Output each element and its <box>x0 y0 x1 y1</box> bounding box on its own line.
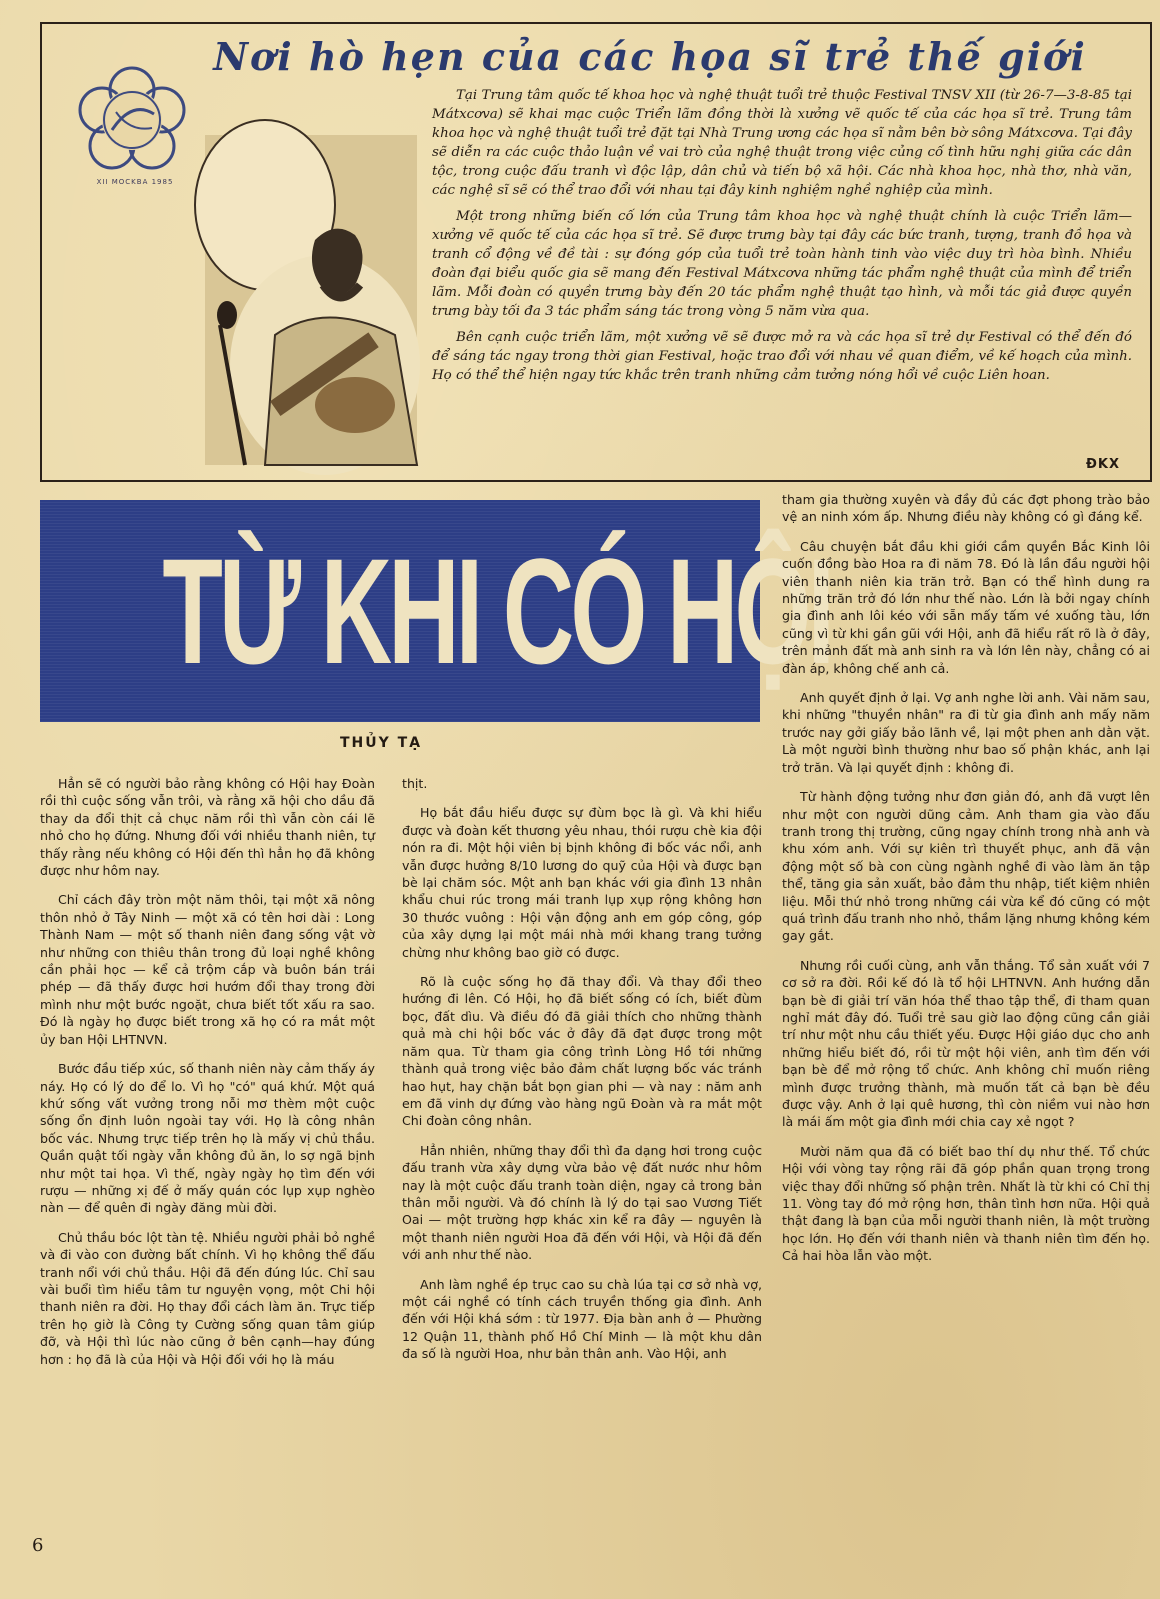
body-paragraph: Chỉ cách đây tròn một năm thôi, tại một xã nông thôn nhỏ ở Tây Ninh — một xã có tên hơi dài : Long Thành Nam — một số thanh niên đang sống vật vờ như những con thiêu thân trong đủ loại nghề không cần phải học — kể cả trộm cắp và buôn bán trái phép — đã thấy được hơi hướm đổi thay trong đời mình như một bước ngoặt, chưa biết tốt xấu ra sao. Đó là ngày họ được biết trong xã họ có ra mắt một ủy ban Hội LHTNVN. <box>40 892 375 1047</box>
body-paragraph: tham gia thường xuyên và đầy đủ các đợt phong trào bảo vệ an ninh xóm ấp. Nhưng điều này không có gì đáng kể. <box>782 492 1150 525</box>
body-paragraph: Rõ là cuộc sống họ đã thay đổi. Và thay đổi theo hướng đi lên. Có Hội, họ đã biết sống có ích, biết đùm bọc, đất dìu. Và điều đó đã giải thích cho những thành quả mà chi hội bốc vác ở đây đã đạt được trong một năm qua. Từ tham gia công trình Lòng Hồ tới những thành quả trong việc bảo đảm chất lượng bốc vác tránh hao hụt, hay chặn bắt bọn gian phi — và nay : năm anh em đã vinh dự đứng vào hàng ngũ Đoàn và ra mắt một Chi đoàn công nhân. <box>402 974 762 1129</box>
page-number: 6 <box>32 1535 44 1556</box>
body-paragraph: Từ hành động tưởng như đơn giản đó, anh đã vượt lên như một con người dũng cảm. Anh tham gia vào đấu tranh trong thị trường, cũng ngay chính trong nhà anh và khu xóm anh. Với sự kiên trì thuyết phục, anh đã vận động một số bà con cùng ngành nghề đi vào làm ăn tập thể, tăng gia sản xuất, bảo đảm thu nhập, tiết kiệm nhiên liệu. Mỗi thứ nhỏ trong những cái vừa kể đó cũng có một quá trình đấu tranh nho nhỏ, thầm lặng nhưng không kém gay gắt. <box>782 789 1150 944</box>
singer-with-guitar-photo <box>205 135 417 465</box>
festival-paragraph: Bên cạnh cuộc triển lãm, một xưởng vẽ sẽ được mở ra và các họa sĩ trẻ dự Festival có thể đến đó để sáng tác ngay trong thời gian Festival, hoặc trao đổi với nhau về quan điểm, về kế hoạch của mình. Họ có thể thể hiện ngay tức khắc trên tranh những cảm tưởng nóng hổi về cuộc Liên hoan. <box>432 330 1132 383</box>
body-paragraph: thịt. <box>402 776 428 791</box>
festival-article-body <box>432 86 1132 446</box>
festival-article-author: ĐKX <box>1086 457 1120 472</box>
festival-article-title: Nơi hò hẹn của các họa sĩ trẻ thế giới <box>213 34 1087 79</box>
body-paragraph: Anh làm nghề ép trục cao su chà lúa tại cơ sở nhà vợ, một cái nghề có tính cách truyền thống gia đình. Anh đến với Hội khá sớm : từ 1977. Địa bàn anh ở — Phường 12 Quận 11, thành phố Hồ Chí Minh — là một khu dân đa số là người Hoa, như bản thân anh. Vào Hội, anh <box>402 1276 762 1362</box>
headline-banner <box>40 500 832 722</box>
body-paragraph: Câu chuyện bắt đầu khi giới cầm quyền Bắc Kinh lôi cuốn đồng bào Hoa ra đi năm 78. Đó là lần đầu người hội viên thanh niên kia trăn trở. Bạn có thể hình dung ra những trăn trở đó lớn như thế nào. Lớn là bởi ngay chính gia đình anh lôi kéo với sẵn mấy tấm vé xuống tàu, lớn cũng vì từ khi gần gũi với Hội, anh đã hiểu rất rõ là ở đây, trên mảnh đất mà anh sinh ra và lớn lên này, chẳng có ai đàn áp, không chế anh cả. <box>782 538 1150 676</box>
festival-paragraph: Một trong những biến cố lớn của Trung tâm khoa học và nghệ thuật chính là cuộc Triển lãm—xưởng vẽ quốc tế của các họa sĩ trẻ. Sẽ được trưng bày tại đây các bức tranh, tượng, tranh đồ họa và tranh cổ động về đề tài : sự đóng góp của tuổi trẻ toàn hành tinh vào việc duy trì hòa bình. Nhiều đoàn đại biểu quốc gia sẽ mang đến Festival Mátxcơva những tác phẩm nghệ thuật của mình để triển lãm. Mỗi đoàn có quyền trưng bày đến 20 tác phẩm nghệ thuật tạo hình, và mỗi tác giả được quyền trưng bày tối đa 3 tác phẩm sáng tác trong vòng 5 năm vừa qua. <box>432 209 1132 319</box>
body-paragraph: Bước đầu tiếp xúc, số thanh niên này cảm thấy áy náy. Họ có lý do để lo. Vì họ "có" quá khứ. Một quá khứ sống vất vưởng trong nỗi mơ thèm một cuộc sống ổn định luôn ngoài tay với. Họ là công nhân bốc vác. Nhưng trực tiếp trên họ là mấy vị chủ thầu. Quần quật tối ngày vẫn không đủ ăn, lo sợ ngã bịnh như một tai họa. Vì thế, ngày ngày họ tìm đến với rượu — những xị đế ở mấy quán cóc lụp xụp nghèo nàn — để quên đi ngày đăng mùi đời. <box>40 1061 375 1216</box>
body-paragraph: Họ bắt đầu hiểu được sự đùm bọc là gì. Và khi hiểu được và đoàn kết thương yêu nhau, thói rượu chè kia đội nón ra đi. Một hội viên bị bịnh không đi bốc vác nổi, anh vẫn được hưởng 8/10 lương do quỹ của Hội và được bạn bè lại chăm sóc. Một anh bạn khác với gia đình 13 nhân khẩu chui rúc trong mái tranh lụp xụp rộng không hơn 30 thước vuông : Hội vận động anh em góp công, góp của xây dựng lại một mái nhà mới khang trang tưởng chừng như không bao giờ có được. <box>402 805 762 960</box>
body-paragraph: Hẳn sẽ có người bảo rằng không có Hội hay Đoàn rồi thì cuộc sống vẫn trôi, và rằng xã hội cho dầu đã thay da đổi thịt cả chục năm rồi thì vẫn còn cái lẽ nhỏ cho họ đứng. Nhưng đối với nhiều thanh niên, tự thấy rằng nếu không có Hội đến thì hẳn họ đã không được như hôm nay. <box>40 776 375 879</box>
festival-paragraph: Tại Trung tâm quốc tế khoa học và nghệ thuật tuổi trẻ thuộc Festival TNSV XII (từ 26-7—3-8-85 tại Mátxcơva) sẽ khai mạc cuộc Triển lãm đồng thời là xưởng vẽ quốc tế của các họa sĩ trẻ. Trung tâm khoa học và nghệ thuật tuổi trẻ đặt tại Nhà Trung ương các họa sĩ nằm bên bờ sông Mátxcơva. Tại đây sẽ diễn ra các cuộc thảo luận về vai trò của nghệ thuật trong việc củng cố tình hữu nghị giữa các dân tộc, trong cuộc đấu tranh vì độc lập, dân chủ và tiến bộ xã hội. Các nhà khoa học, nhà thơ, nhà văn, các nghệ sĩ sẽ có thể trao đổi với nhau tại đây kinh nghiệm nghề nghiệp của mình. <box>432 88 1132 198</box>
festival-flower-emblem-icon <box>72 60 192 180</box>
article-byline: THỦY TẠ <box>340 735 423 751</box>
body-paragraph: Hẳn nhiên, những thay đổi thì đa dạng hơi trong cuộc đấu tranh vừa xây dựng vừa bảo vệ đất nước như hôm nay là một cuộc đấu tranh toàn diện, ngay cả trong bản thân mỗi người. Và đó chính là lý do tại sao Vương Tiết Oai — một trường hợp khác xin kể ra đây — nguyên là một thanh niên người Hoa đã đến với Hội, và Hội đã đến với anh như thế nào. <box>402 1142 762 1263</box>
article-column-2 <box>402 775 762 1535</box>
emblem-caption: XII MOCKBA 1985 <box>96 178 174 186</box>
body-paragraph: Mười năm qua đã có biết bao thí dụ như thế. Tổ chức Hội với vòng tay rộng rãi đã góp phần quan trọng trong việc thay đổi những số phận trên. Nhất là từ khi có Chỉ thị 11. Vòng tay đó mở rộng hơn, thân tình hơn nữa. Hội quả thật đang là bạn của mỗi người thanh niên, là một trường học lớn. Họ đến với thanh niên và thanh niên tìm đến họ. Cả hai hòa lẫn vào một. <box>782 1143 1150 1264</box>
body-paragraph: Nhưng rồi cuối cùng, anh vẫn thắng. Tổ sản xuất với 7 cơ sở ra đời. Rồi kế đó là tổ hội LHTNVN. Anh hướng dẫn bạn bè đi giải trí văn hóa thể thao tập thể, đi tham quan nghỉ mát đây đó. Tuổi trẻ sau giờ lao động cũng cần giải trí như một nhu cầu thiết yếu. Được Hội giáo dục cho anh những hiểu biết đó, rồi từ một hội viên, anh tìm đến với bạn bè để mở rộng tổ chức. Anh không chỉ muốn riêng mình được trưởng thành, mà muốn tất cả bạn bè đều được vậy. Anh ở lại quê hương, thì còn niềm vui nào hơn là mái ấm một gia đình mới chia cay xẻ ngọt ? <box>782 957 1150 1130</box>
body-paragraph: Chủ thầu bóc lột tàn tệ. Nhiều người phải bỏ nghề và đi vào con đường bất chính. Vì họ không thể đấu tranh nổi với chủ thầu. Hội đã đến đúng lúc. Chỉ sau vài buổi tìm hiểu tâm tư nguyện vọng, một Chi hội thanh niên ra đời. Họ thay đổi cách làm ăn. Trực tiếp trên họ giờ là Công ty Cường sống quan tâm giúp đỡ, và Hội thì lúc nào cũng ở bên cạnh—hay đúng hơn : họ đã là của Hội và Hội đối với họ là máu <box>40 1229 375 1367</box>
body-paragraph: Anh quyết định ở lại. Vợ anh nghe lời anh. Vài năm sau, khi những "thuyền nhân" ra đi từ gia đình anh mấy năm trước nay gởi giấy bảo lãnh về, lại một phen anh dằn vặt. Là một người bình thường như bao số phận khác, anh lại trở trăn. Và lại quyết định : không đi. <box>782 690 1150 775</box>
article-column-3 <box>782 491 1150 1541</box>
article-column-1 <box>40 775 375 1535</box>
headline-text: TỪ KHI CÓ HỘI <box>162 527 832 695</box>
